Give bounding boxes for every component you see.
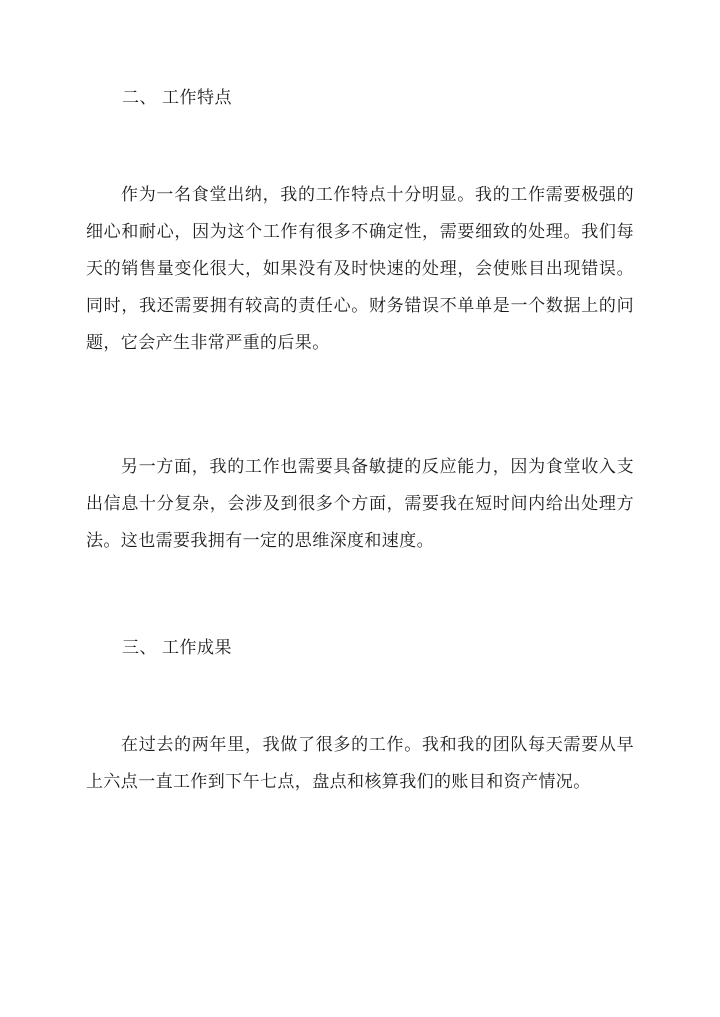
section-title: 工作特点 [162,88,232,108]
section-number: 三、 [122,638,157,658]
section-number: 二、 [122,88,157,108]
section-title: 工作成果 [162,638,232,658]
paragraph-work-results-1: 在过去的两年里，我做了很多的工作。我和我的团队每天需要从早上六点一直工作到下午七点，盘点和核算我们的账目和资产情况。 [86,735,634,792]
paragraph-work-traits-1: 作为一名食堂出纳，我的工作特点十分明显。我的工作需要极强的细心和耐心，因为这个工作有很多不确定性，需要细致的处理。我们每天的销售量变化很大，如果没有及时快速的处理，会使账目出现错误。同时，我还需要拥有较高的责任心。财务错误不单单是一个数据上的问题，它会产生非常严重的后果。 [86,185,634,353]
paragraph-work-traits-2: 另一方面，我的工作也需要具备敏捷的反应能力，因为食堂收入支出信息十分复杂，会涉及到很多个方面，需要我在短时间内给出处理方法。这也需要我拥有一定的思维深度和速度。 [86,457,634,551]
section-heading-3 [122,636,232,660]
section-heading-2 [122,86,232,110]
